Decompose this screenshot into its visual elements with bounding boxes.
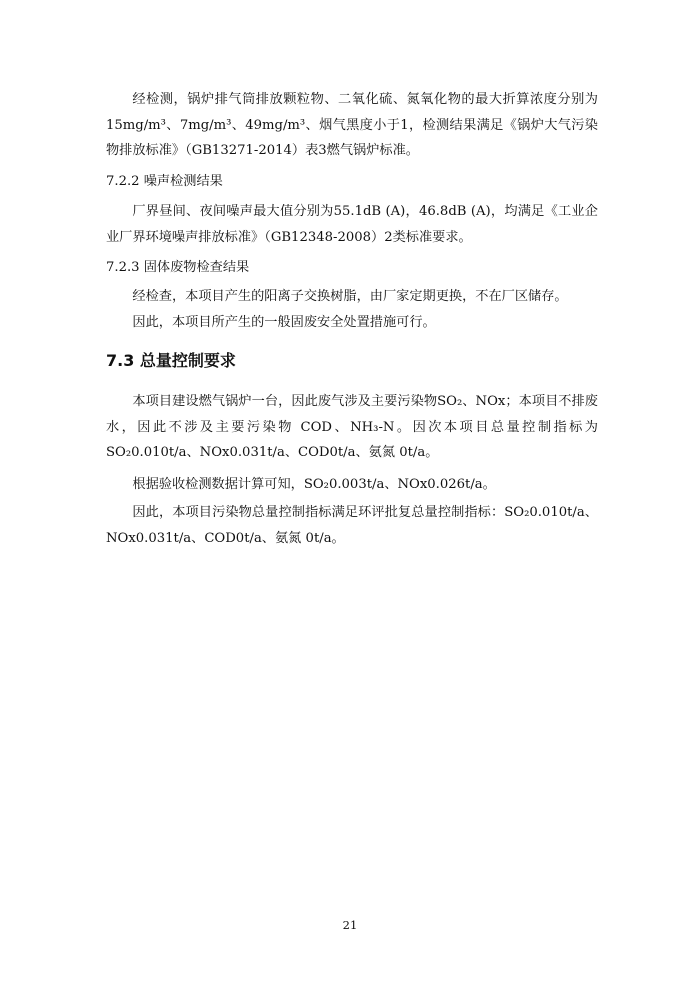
heading-7-3: 7.3 总量控制要求 bbox=[106, 351, 236, 370]
heading-7-2-3: 7.2.3 固体废物检查结果 bbox=[106, 260, 250, 275]
paragraph-total-control-conclusion: 因此，本项目污染物总量控制指标满足环评批复总量控制指标：SO₂0.010t/a、NOx0.031t/a、COD0t/a、氨氮 0t/a。 bbox=[106, 505, 598, 546]
page-number: 21 bbox=[342, 918, 358, 932]
paragraph-total-control-intro: 本项目建设燃气锅炉一台，因此废气涉及主要污染物SO₂、NOx；本项目不排废水，因此不涉及主要污染物 COD、NH₃-N。因次本项目总量控制指标为SO₂0.010t/a、NOx0.031t/a、COD0t/a、氨氮 0t/a。 bbox=[106, 394, 598, 460]
heading-7-2-2: 7.2.2 噪声检测结果 bbox=[106, 174, 223, 189]
paragraph-solid-waste-conclusion: 因此，本项目所产生的一般固废安全处置措施可行。 bbox=[132, 315, 436, 330]
paragraph-solid-waste: 经检查，本项目产生的阳离子交换树脂，由厂家定期更换，不在厂区储存。 bbox=[132, 289, 568, 304]
paragraph-calculated-values: 根据验收检测数据计算可知，SO₂0.003t/a、NOx0.026t/a。 bbox=[132, 477, 496, 492]
paragraph-noise: 厂界昼间、夜间噪声最大值分别为55.1dB (A)，46.8dB (A)，均满足《工业企业厂界环境噪声排放标准》（GB12348-2008）2类标准要求。 bbox=[106, 204, 598, 245]
paragraph-boiler-emissions: 经检测，锅炉排气筒排放颗粒物、二氧化硫、氮氧化物的最大折算浓度分别为15mg/m³、7mg/m³、49mg/m³、烟气黑度小于1，检测结果满足《锅炉大气污染物排放标准》（GB13271-2014）表3燃气锅炉标准。 bbox=[106, 92, 598, 158]
